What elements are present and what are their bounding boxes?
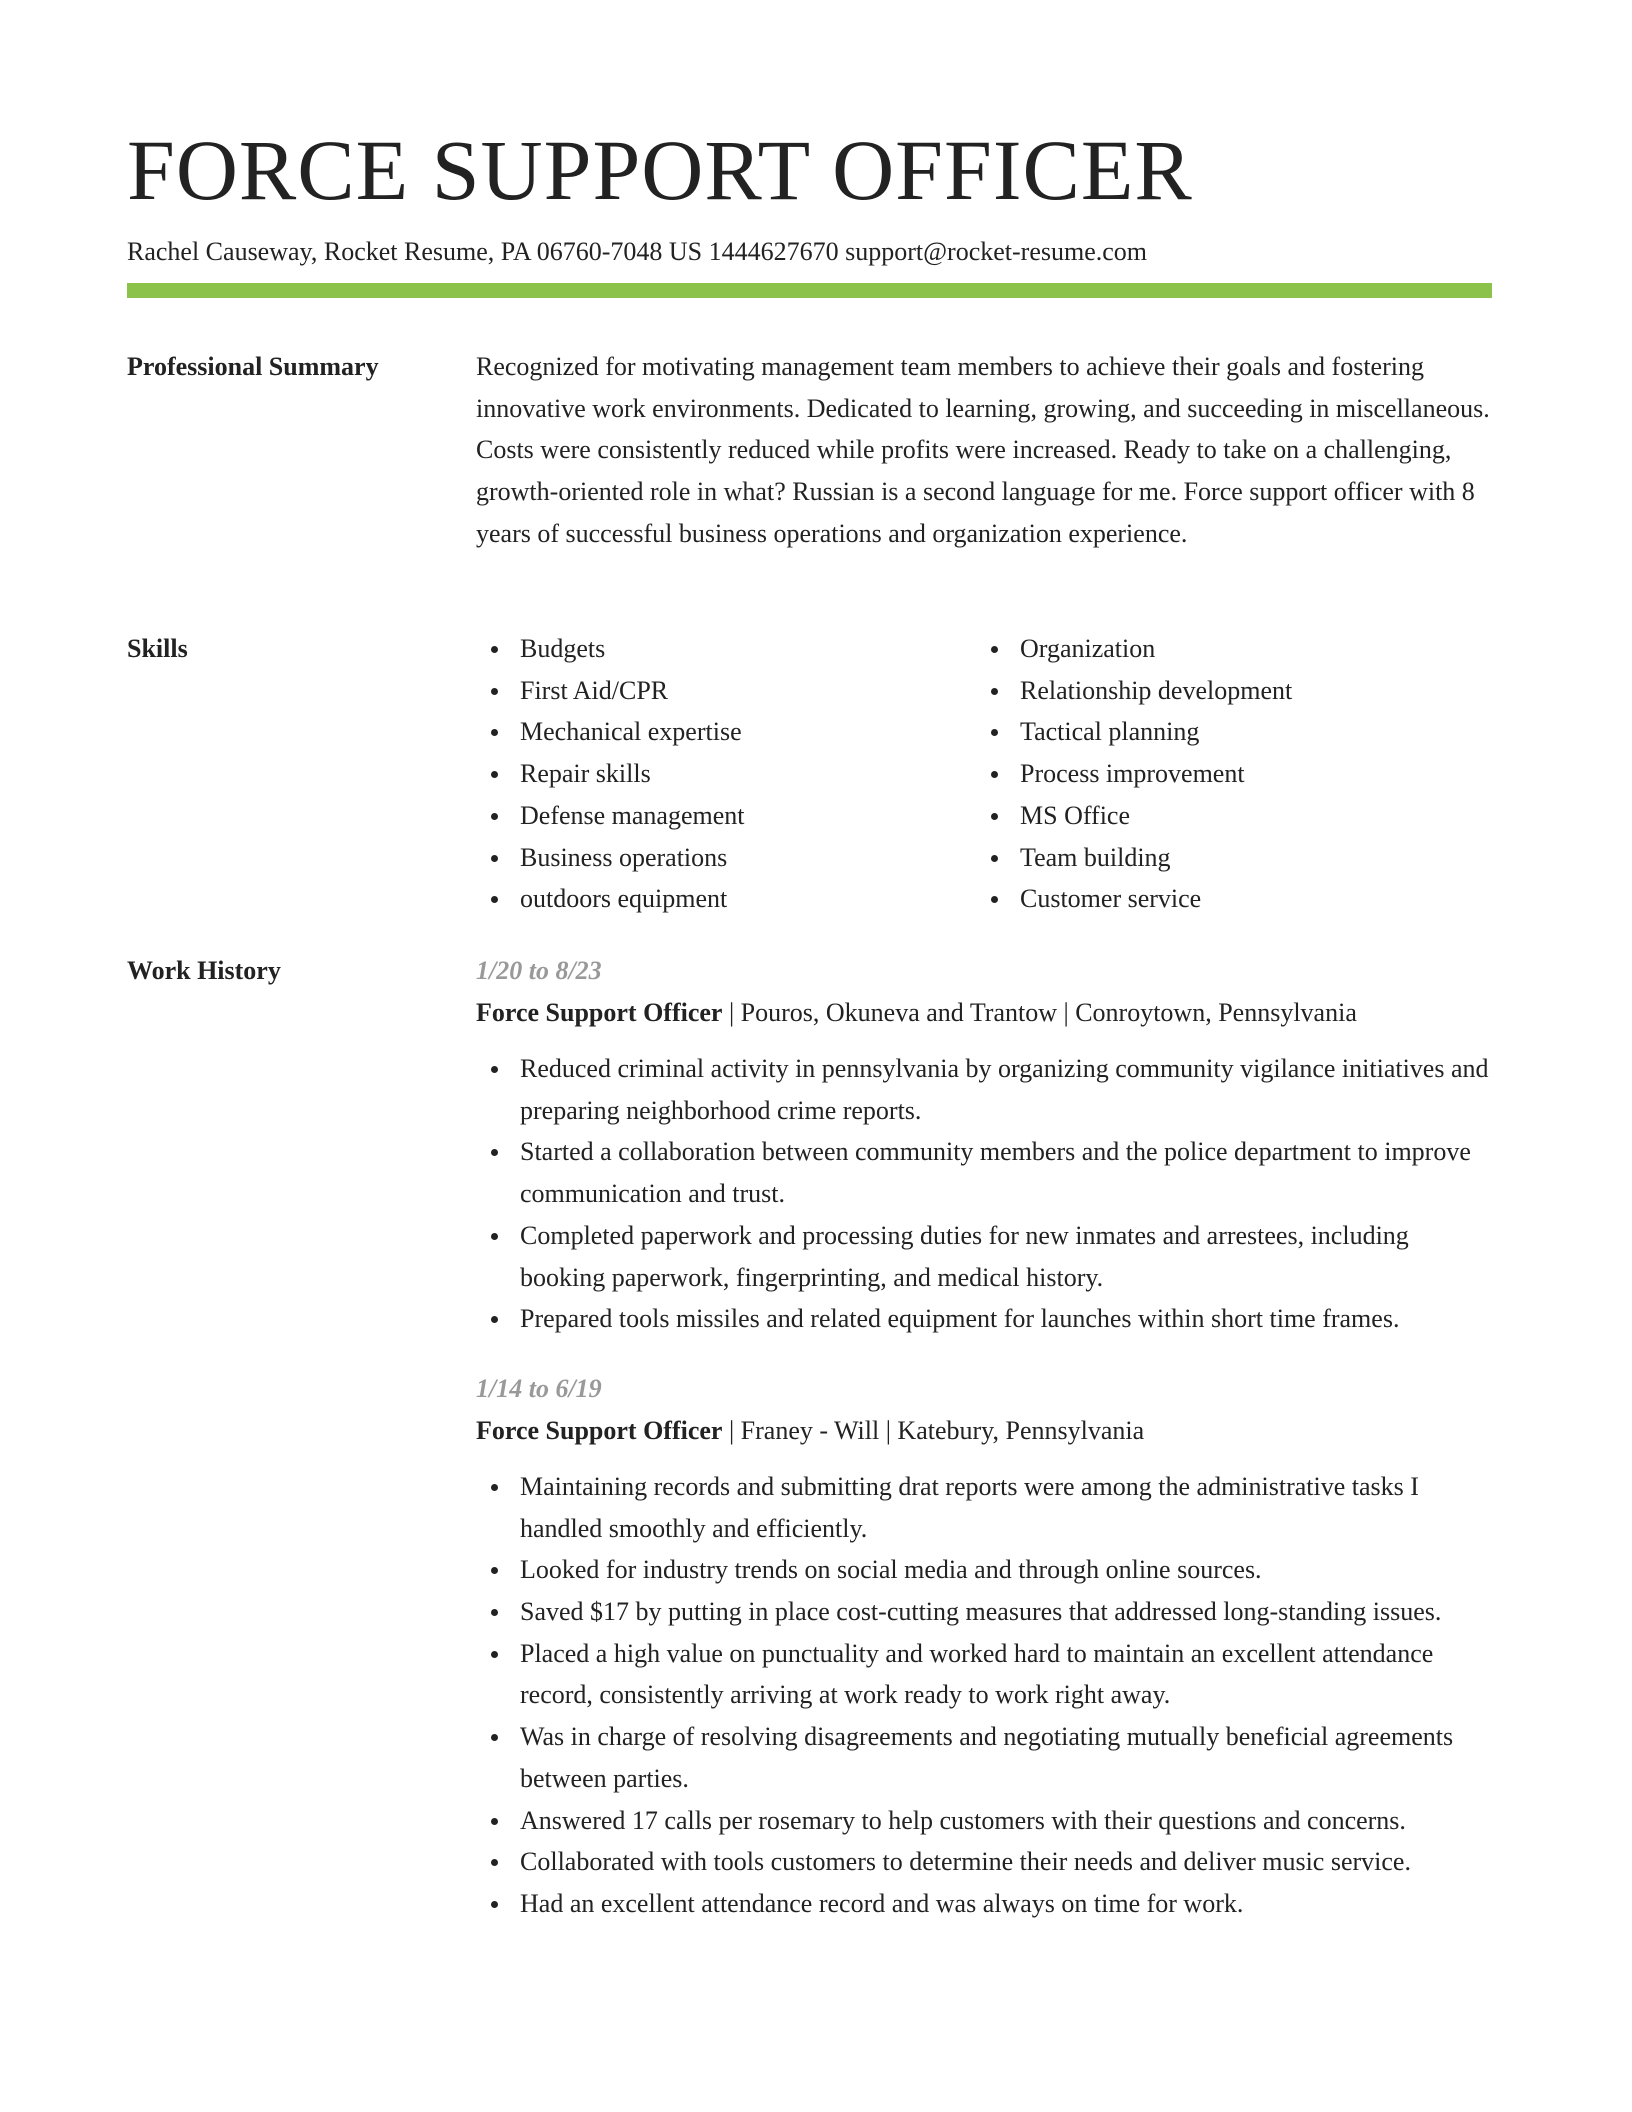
skills-columns (476, 628, 1492, 920)
skills-section (127, 628, 1492, 928)
job-dates: 1/20 to 8/23 (476, 956, 602, 985)
job-heading (476, 992, 1492, 1034)
skills-heading: Skills (127, 634, 188, 663)
list-item: Placed a high value on punctuality and worked hard to maintain an excellent attendance record, consistently arriving at work ready to work right away. (476, 1633, 1492, 1716)
list-item: Reduced criminal activity in pennsylvania by organizing community vigilance initiatives and preparing neighborhood crime reports. (476, 1048, 1492, 1131)
list-item: Collaborated with tools customers to determine their needs and deliver music service. (476, 1841, 1492, 1883)
job-title: Force Support Officer (476, 1415, 723, 1445)
list-item: Prepared tools missiles and related equipment for launches within short time frames. (476, 1298, 1492, 1340)
summary-section (127, 346, 1492, 596)
resume-header (127, 120, 1492, 270)
job-details: | Pouros, Okuneva and Trantow | Conroytown, Pennsylvania (722, 998, 1357, 1027)
contact-phone: 1444627670 (708, 237, 839, 266)
list-item: Completed paperwork and processing duties for new inmates and arrestees, including booking paperwork, fingerprinting, and medical history. (476, 1215, 1492, 1298)
skills-body (476, 628, 1492, 920)
contact-name: Rachel Causeway, (127, 237, 318, 266)
list-item: Organization (976, 628, 1476, 670)
list-item: Started a collaboration between community members and the police department to improve communication and trust. (476, 1131, 1492, 1214)
summary-text: Recognized for motivating management team members to achieve their goals and fostering innovative work environments. Dedicated to learning, growing, and succeeding in miscellaneous. Costs were consistently reduced while profits were increased. Ready to take on a challenging, growth-oriented role in what? Russian is a second language for me. Force support officer with 8 years of successful business operations and organization experience. (476, 352, 1490, 548)
job-details: | Franey - Will | Katebury, Pennsylvania (722, 1415, 1145, 1445)
page-title: FORCE SUPPORT OFFICER (127, 122, 1193, 218)
work-history-section (127, 950, 1492, 2070)
list-item: Had an excellent attendance record and was always on time for work. (476, 1883, 1492, 1925)
job-bullets (476, 1048, 1492, 1340)
list-item: Looked for industry trends on social media and through online sources. (476, 1549, 1492, 1591)
job-heading (476, 1410, 1492, 1452)
list-item: Process improvement (976, 753, 1476, 795)
list-item: Team building (976, 837, 1476, 879)
job-entry (476, 950, 1492, 1340)
list-item: Defense management (476, 795, 976, 837)
job-entry (476, 1368, 1492, 1925)
list-item: Maintaining records and submitting drat reports were among the administrative tasks I handled smoothly and efficiently. (476, 1466, 1492, 1549)
list-item: Relationship development (976, 670, 1476, 712)
list-item: Was in charge of resolving disagreements and negotiating mutually beneficial agreements between parties. (476, 1716, 1492, 1799)
list-item: Customer service (976, 878, 1476, 920)
work-history-heading: Work History (127, 956, 281, 985)
job-bullets (476, 1466, 1492, 1925)
contact-line (127, 234, 1492, 270)
summary-body (476, 346, 1492, 555)
list-item: Answered 17 calls per rosemary to help customers with their questions and concerns. (476, 1800, 1492, 1842)
work-history-body (476, 950, 1492, 1925)
contact-location: PA 06760-7048 US (500, 237, 703, 266)
list-item: Business operations (476, 837, 976, 879)
list-item: Budgets (476, 628, 976, 670)
list-item: outdoors equipment (476, 878, 976, 920)
skills-list-left (476, 628, 976, 920)
skills-list-right (976, 628, 1476, 920)
list-item: Mechanical expertise (476, 711, 976, 753)
list-item: Repair skills (476, 753, 976, 795)
contact-email: support@rocket-resume.com (845, 237, 1148, 266)
list-item: Tactical planning (976, 711, 1476, 753)
list-item: MS Office (976, 795, 1476, 837)
list-item: First Aid/CPR (476, 670, 976, 712)
job-title: Force Support Officer (476, 998, 723, 1027)
list-item: Saved $17 by putting in place cost-cutting measures that addressed long-standing issues. (476, 1591, 1492, 1633)
contact-company: Rocket Resume, (323, 237, 495, 266)
job-dates: 1/14 to 6/19 (476, 1373, 602, 1403)
summary-heading: Professional Summary (127, 352, 379, 381)
accent-divider (127, 283, 1492, 298)
